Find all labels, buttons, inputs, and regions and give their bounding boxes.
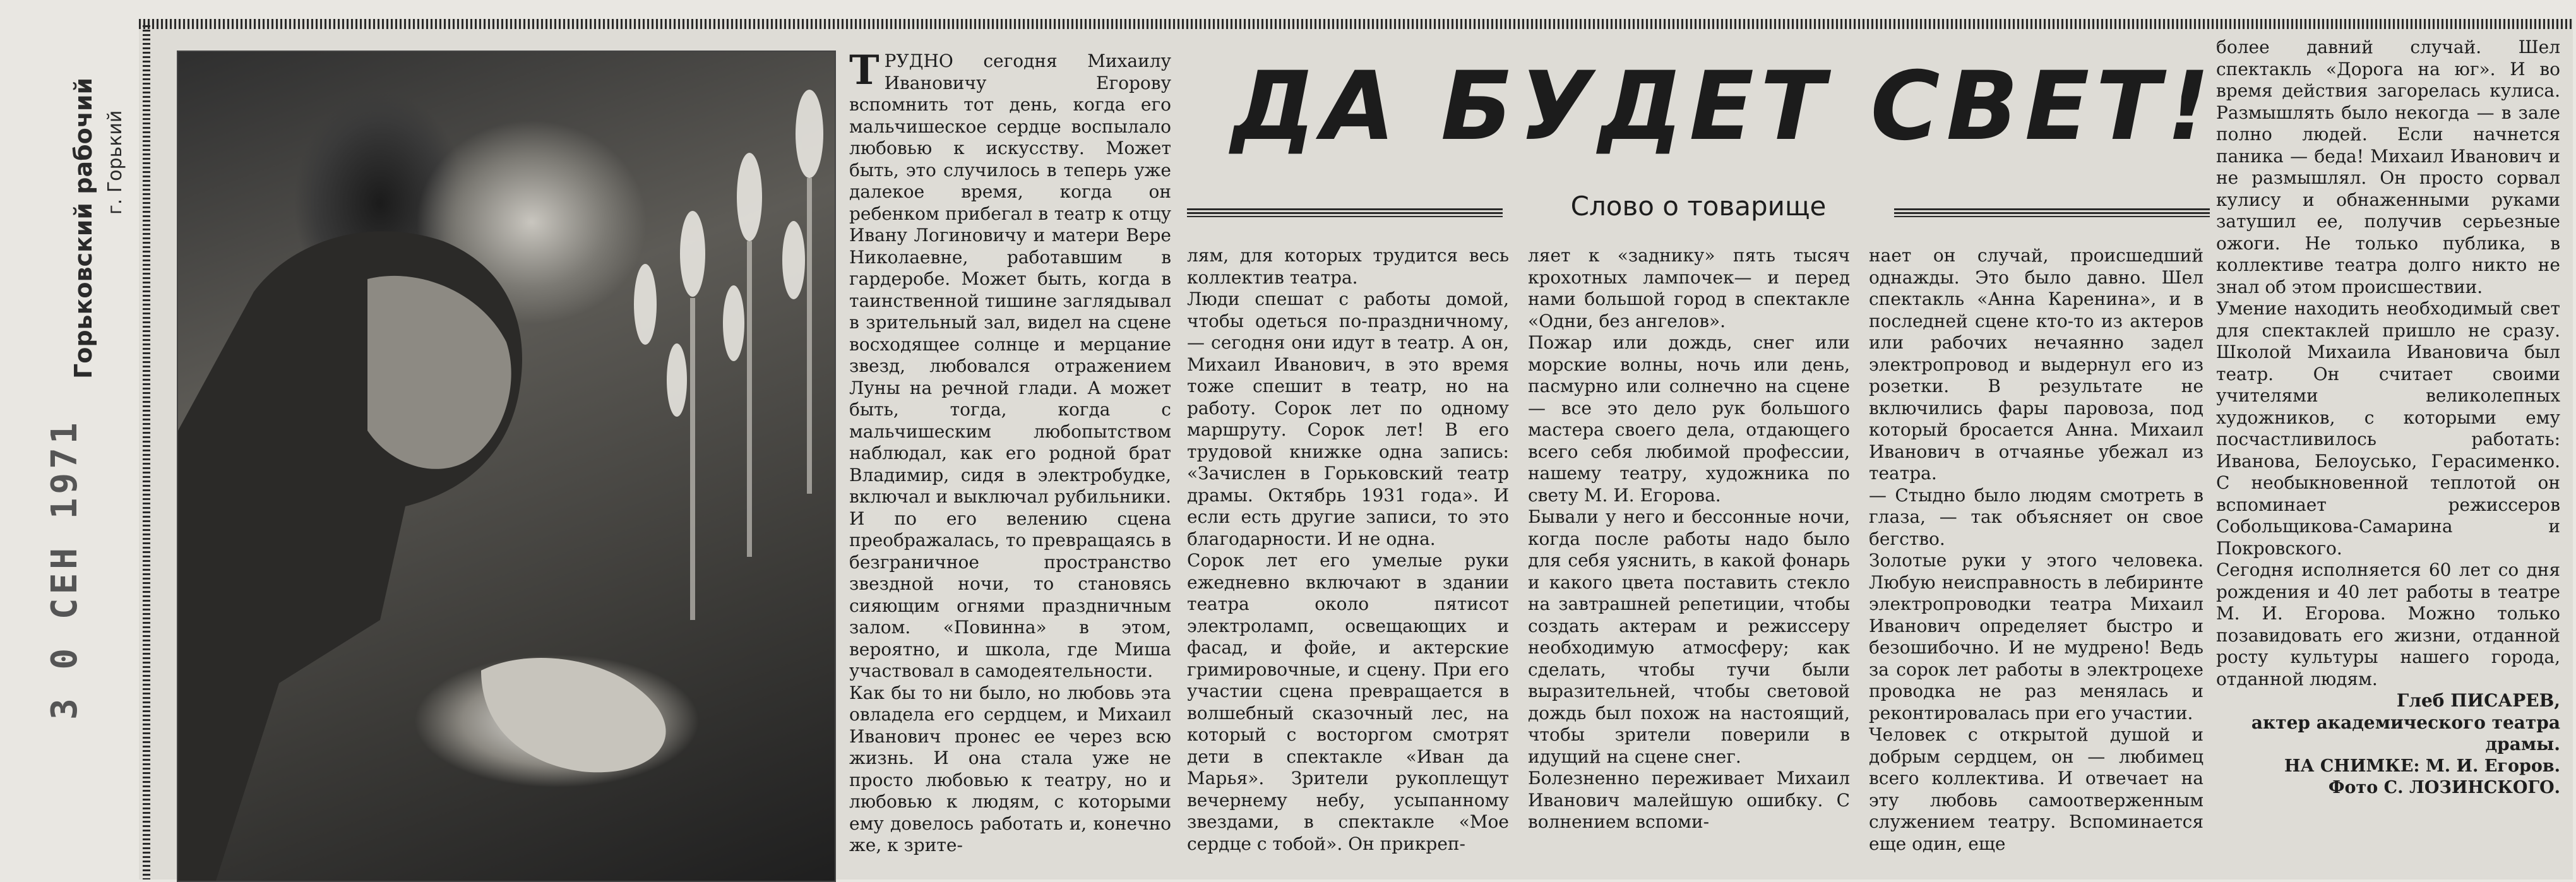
article-column-5 (2216, 37, 2560, 799)
author-signature (2216, 690, 2560, 756)
headline: ДА БУДЕТ СВЕТ! (1231, 52, 2217, 162)
article-column-2 (1187, 245, 1509, 855)
clipping-label-strip (25, 25, 133, 871)
article-column-1-text: РУДНО сегодня Михаилу Ивановичу Егорову вспомнить тот день, когда его мальчишеское сердце воспылало любовью к искусству. Может быть, это случилось в теперь уже далекое время, когда он ребенком прибегал в театр к отцу Ивану Логиновичу и матери Вере Николаевне, работавшим в гардеробе. Может быть, когда в таинственной тишине заглядывал в зрительный зал, видел на сцене восходящее солнце и мерцание звезд, любовался отражением Луны на речной глади. А может быть, тогда, когда с мальчишеским любопытством наблюдал, как его родной брат Владимир, сидя в электробудке, включал и выключал рубильники. И по его велению сцена преображалась, то превращаясь в безграничное пространство звездной ночи, то становясь сияющим огнями праздничным залом. «Повинна» в этом, вероятно, и школа, где Миша участвовал в самодеятельности. Как бы то ни было, но любовь эта овладела его сердцем, и Михаил Иванович пронес ее через всю жизнь. И она стала уже не просто любовью к театру, но и любовью к людям, с которыми ему довелось работать и, конечно же, к зрите- (849, 51, 1171, 855)
photo-caption-credit: Фото С. ЛОЗИНСКОГО. (2328, 778, 2560, 797)
article-column-1 (849, 47, 1171, 857)
subheadline-bar (1187, 191, 2210, 235)
subheadline: Слово о товарище (1570, 191, 1827, 222)
article-column-2-text: лям, для которых трудится весь коллектив театра. Люди спешат с работы домой, чтобы одеться по-праздничному,— сегодня они идут в театр. А он, Михаил Иванович, в это время тоже спешит в театр, но на работу. Сорок лет по одному маршруту. Сорок лет! В его трудовой книжке одна запись: «Зачислен в Горьковский театр драмы. Октябрь 1931 года». И если есть другие записи, то это благодарности. И не одна. Сорок лет его умелые руки ежедневно включают в здании театра около пятисот электроламп, освещающих и фасад, и фойе, и актерские гримировочные, и сцену. При его участии сцена превращается в волшебный сказочный лес, на который с восторгом смотрят дети в спектакле «Иван да Марья». Зрители рукоплещут вечернему небу, усыпанному звездами, в спектакле «Мое сердце с тобой». Он прикреп- (1187, 245, 1509, 854)
publication-name: Горьковский рабочий (69, 77, 97, 379)
photo-caption-subject: НА СНИМКЕ: М. И. Егоров. (2284, 756, 2560, 776)
author-title: актер академического театра драмы. (2251, 712, 2560, 754)
article-column-4 (1869, 245, 2203, 855)
author-name: Глеб ПИСАРЕВ, (2396, 690, 2560, 711)
subheadline-rule-left (1187, 208, 1503, 217)
drop-cap: Т (849, 47, 880, 94)
date-stamp: 3 0 СЕН 1971 (44, 419, 85, 720)
subheadline-rule-right (1894, 208, 2210, 217)
article-column-3-text: ляет к «заднику» пять тысяч крохотных лампочек— и перед нами большой город в спектакле «Одни, без ангелов». Пожар или дождь, снег или морские волны, ночь или день, пасмурно или солнечно на сцене — все это дело рук большого мастера своего дела, отдающего всего себя любимой профессии, нашему театру, художника по свету М. И. Егорова. Бывали у него и бессонные ночи, когда после работы надо было для себя уяснить, в какой фонарь и какого цвета поставить стекло на завтрашней репетиции, чтобы создать актерам и режиссеру необходимую атмосферу; как сделать, чтобы тучи были выразительней, чтобы световой дождь был похож на настоящий, чтобы зрители поверили в идущий на сцене снег. Болезненно переживает Михаил Иванович малейшую ошибку. С волнением вспоми- (1528, 245, 1850, 832)
left-border-rule (143, 25, 150, 879)
article-column-5-text: более давний случай. Шел спектакль «Дорога на юг». И во время действия загорелась кулиса. Размышлять было некогда — в зале полно людей. Если начнется паника — беда! Михаил Иванович и не размышлял. Он просто сорвал кулису и обнаженными руками затушил ее, получив серьезные ожоги. Не только публика, в коллективе театра долго никто не знал об этом происшествии. Умение находить необходимый свет для спектаклей пришло не сразу. Школой Михаила Ивановича был театр. Он считает своими учителями великолепных художников, с которыми ему посчастливилось работать: Иванова, Белоусько, Герасименко. С необыкновенной теплотой он вспоминает режиссеров Собольщикова-Самарина и Покровского. Сегодня исполняется 60 лет со дня рождения и 40 лет работы в театре М. И. Егорова. Можно только позавидовать его жизни, отданной росту культуры нашего города, отданной людям. (2216, 37, 2560, 689)
article-column-4-text: нает он случай, происшедший однажды. Это было давно. Шел спектакль «Анна Каренина», и в последней сцене кто-то из актеров или рабочих нечаянно задел электропровод и выдернул его из розетки. В результате не включились фары паровоза, под который бросается Анна. Михаил Иванович в отчаянье убежал из театра. — Стыдно было людям смотреть в глаза, — так объясняет он свое бегство. Золотые руки у этого человека. Любую неисправность в лебиринте электропроводки театра Михаил Иванович определяет быстро и безошибочно. И не мудрено! Ведь за сорок лет работы в электроцехе проводка не раз менялась и реконтировалась при его участии. Человек с открытой душой и добрым сердцем, он — любимец всего коллектива. И отвечает на эту любовь самоотверженным служением театру. Вспоминается еще один, еще (1869, 245, 2203, 854)
article-photo (177, 51, 836, 882)
photo-caption (2216, 756, 2560, 799)
photo-illustration (178, 52, 835, 881)
article-column-3 (1528, 245, 1850, 833)
publication-city: г. Горький (104, 110, 126, 215)
